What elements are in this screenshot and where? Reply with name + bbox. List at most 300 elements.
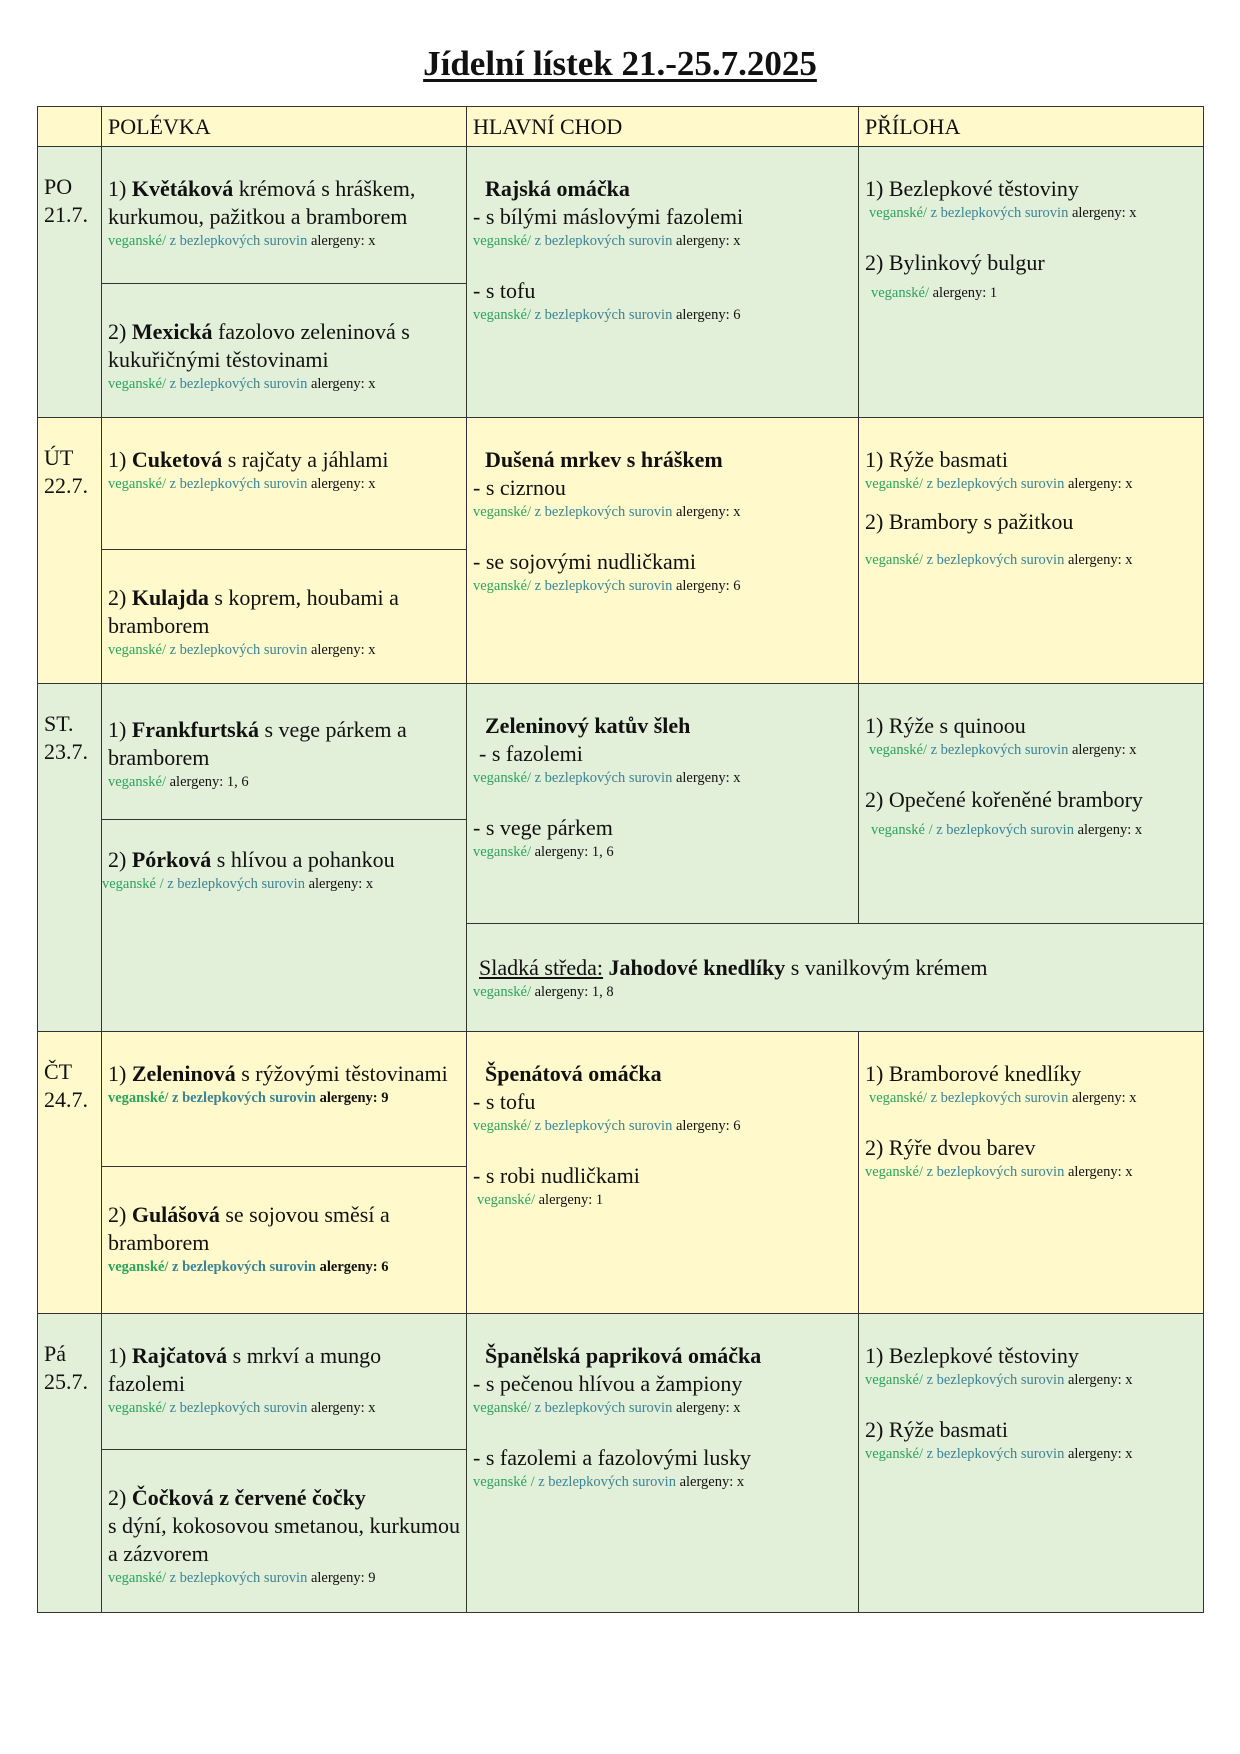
header-soup (101, 106, 467, 147)
spacer (473, 251, 852, 277)
gluten-free-tag: z bezlepkových surovin (169, 1400, 308, 1416)
gluten-free-tag: z bezlepkových surovin (534, 233, 673, 249)
day-name-text: PO (44, 174, 73, 199)
day-date (44, 738, 95, 766)
side-2-text: 2) Opečené kořeněné brambory (865, 787, 1143, 812)
soup-1-name: Cuketová (131, 447, 223, 472)
gluten-free-tag: z bezlepkových surovin (926, 1164, 1065, 1180)
soup-2-name: Kulajda (131, 585, 209, 610)
day-date-text: 23.7. (44, 739, 88, 764)
gluten-free-tag: z bezlepkových surovin (172, 1259, 316, 1275)
day-cell (37, 1313, 102, 1613)
allergens-value: x (1125, 1164, 1133, 1180)
vegan-tag: veganské/ (865, 1372, 923, 1388)
soup-2-number: 2) (108, 1202, 127, 1227)
sweet-wednesday-text (473, 954, 1197, 982)
allergens-label: alergeny: (310, 233, 365, 249)
side-2-text: 2) Rýže basmati (865, 1417, 1008, 1442)
allergens-label: alergeny: (1077, 822, 1132, 838)
allergens-value: 1, 8 (591, 984, 614, 1000)
sweet-dish-description: s vanilkovým krémem (785, 955, 988, 980)
day-date (44, 201, 95, 229)
main-option-1 (473, 1370, 852, 1398)
allergens-value: x (733, 233, 741, 249)
allergens-label: alergeny: (675, 1118, 730, 1134)
main-title-text: Dušená mrkev s hráškem (485, 447, 723, 472)
vegan-tag: veganské/ (865, 476, 923, 492)
side-2 (865, 1416, 1197, 1444)
allergens-label: alergeny: (1071, 742, 1126, 758)
main-option-1-text: - s fazolemi (479, 741, 583, 766)
side-2 (865, 249, 1197, 277)
vegan-tag: veganské/ (108, 1090, 169, 1106)
diet-tag (865, 283, 1197, 303)
vegan-tag: veganské/ (108, 774, 166, 790)
side-cell (858, 417, 1204, 684)
main-title-text: Španělská papriková omáčka (485, 1343, 762, 1368)
allergens-value: 1, 6 (226, 774, 249, 790)
side-cell (858, 683, 1204, 924)
gluten-free-tag: z bezlepkových surovin (538, 1474, 676, 1490)
main-cell (466, 683, 859, 924)
gluten-free-tag: z bezlepkových surovin (167, 876, 305, 892)
side-1 (865, 1060, 1197, 1088)
diet-tag (473, 305, 852, 325)
vegan-tag: veganské/ (108, 642, 166, 658)
day-name (44, 710, 95, 738)
diet-tag (865, 1088, 1197, 1108)
soup-cell-2 (101, 1166, 467, 1314)
vegan-tag: veganské/ (108, 1570, 166, 1586)
main-option-1 (473, 1088, 852, 1116)
vegan-tag: veganské/ (865, 1164, 923, 1180)
vegan-tag: veganské/ (473, 578, 531, 594)
vegan-tag: veganské/ (473, 1118, 531, 1134)
allergens-label: alergeny: (1067, 476, 1122, 492)
header-main (466, 106, 859, 147)
soup-1-description: krémová s hráškem, kurkumou, pažitkou a bramborem (108, 176, 416, 229)
soup-2-number: 2) (108, 847, 127, 872)
diet-tag (108, 474, 460, 494)
gluten-free-tag: z bezlepkových surovin (926, 552, 1065, 568)
vegan-tag: veganské/ (477, 1192, 535, 1208)
allergens-value: x (1134, 822, 1143, 838)
allergens-label: alergeny: (310, 1400, 365, 1416)
day-name-text: ÚT (44, 445, 74, 470)
vegan-tag: veganské/ (473, 233, 531, 249)
gluten-free-tag: z bezlepkových surovin (169, 642, 308, 658)
vegan-tag: veganské/ (473, 504, 531, 520)
diet-tag (865, 550, 1197, 570)
spacer (473, 788, 852, 814)
main-title (473, 175, 852, 203)
diet-tag (865, 740, 1197, 760)
allergens-value: x (368, 642, 376, 658)
day-name (44, 1058, 95, 1086)
soup-1-text (108, 1060, 460, 1088)
soup-cell-1 (101, 1313, 467, 1450)
diet-tag (108, 231, 460, 251)
allergens-label: alergeny: (319, 1090, 378, 1106)
side-cell (858, 1313, 1204, 1613)
main-option-2-text: - s vege párkem (473, 815, 613, 840)
vegan-tag: veganské/ (869, 205, 927, 221)
allergens-label: alergeny: (675, 233, 730, 249)
allergens-value: x (1125, 552, 1133, 568)
diet-tag (108, 1568, 460, 1588)
allergens-label: alergeny: (675, 307, 730, 323)
soup-2-description: s koprem, houbami a bramborem (108, 585, 399, 638)
allergens-label: alergeny: (169, 774, 224, 790)
day-name-text: ČT (44, 1059, 73, 1084)
side-2-text: 2) Rýře dvou barev (865, 1135, 1036, 1160)
allergens-value: x (368, 476, 376, 492)
side-cell (858, 1031, 1204, 1314)
gluten-free-tag: z bezlepkových surovin (534, 1400, 673, 1416)
gluten-free-tag: z bezlepkových surovin (930, 1090, 1069, 1106)
soup-1-description: s rýžovými těstovinami (235, 1061, 448, 1086)
allergens-value: x (1125, 1446, 1133, 1462)
soup-1-name: Rajčatová (131, 1343, 228, 1368)
diet-tag (865, 203, 1197, 223)
header-side (858, 106, 1204, 147)
vegan-tag: veganské/ (473, 844, 531, 860)
allergens-label: alergeny: (1067, 1164, 1122, 1180)
diet-tag (108, 772, 460, 792)
allergens-label: alergeny: (534, 984, 589, 1000)
soup-2-name: Mexická (131, 319, 213, 344)
soup-1-description: s vege párkem a bramborem (108, 717, 407, 770)
soup-cell-2 (101, 1449, 467, 1613)
vegan-tag: veganské/ (865, 552, 923, 568)
diet-tag (473, 1190, 852, 1210)
diet-tag (108, 640, 460, 660)
allergens-value: 1 (989, 285, 998, 301)
spacer (473, 1418, 852, 1444)
spacer (865, 1108, 1197, 1134)
main-title-text: Rajská omáčka (485, 176, 630, 201)
main-title-text: Špenátová omáčka (485, 1061, 662, 1086)
page-title: Jídelní lístek 21.-25.7.2025 (423, 44, 817, 83)
main-option-2-text: - s robi nudličkami (473, 1163, 640, 1188)
side-1-text: 1) Bramborové knedlíky (865, 1061, 1082, 1086)
soup-1-number: 1) (108, 1061, 127, 1086)
allergens-label: alergeny: (675, 770, 730, 786)
main-title (473, 446, 852, 474)
side-2 (865, 508, 1197, 536)
day-name-text: Pá (44, 1341, 66, 1366)
gluten-free-tag: z bezlepkových surovin (169, 1570, 308, 1586)
soup-2-text (108, 318, 460, 374)
allergens-value: 6 (733, 1118, 741, 1134)
soup-1-number: 1) (108, 1343, 127, 1368)
allergens-value: x (1125, 476, 1133, 492)
soup-1-description: s mrkví a mungo fazolemi (108, 1343, 382, 1396)
main-option-2 (473, 1162, 852, 1190)
gluten-free-tag: z bezlepkových surovin (930, 205, 1069, 221)
diet-tag (473, 576, 852, 596)
spacer (473, 1136, 852, 1162)
soup-2-text (108, 846, 460, 874)
allergens-value: 6 (381, 1259, 389, 1275)
soup-cell-1 (101, 683, 467, 820)
allergens-label: alergeny: (675, 578, 730, 594)
main-option-1-text: - s tofu (473, 1089, 536, 1114)
soup-1-description: s rajčaty a jáhlami (222, 447, 389, 472)
main-option-2-text: - s tofu (473, 278, 536, 303)
main-option-2-text: - s fazolemi a fazolovými lusky (473, 1445, 751, 1470)
side-1 (865, 1342, 1197, 1370)
allergens-label: alergeny: (534, 844, 589, 860)
vegan-tag: veganské/ (108, 1400, 166, 1416)
allergens-label: alergeny: (675, 504, 730, 520)
diet-tag (473, 768, 852, 788)
soup-2-text (108, 1201, 460, 1257)
main-option-2 (473, 548, 852, 576)
diet-tag (473, 231, 852, 251)
gluten-free-tag: z bezlepkových surovin (534, 1118, 673, 1134)
vegan-tag: veganské/ (473, 1400, 531, 1416)
allergens-value: x (1129, 742, 1137, 758)
header-empty (37, 106, 102, 147)
diet-tag (108, 1088, 460, 1108)
allergens-label: alergeny: (1067, 1372, 1122, 1388)
main-title (473, 712, 852, 740)
allergens-value: 1, 6 (591, 844, 614, 860)
day-date (44, 1368, 95, 1396)
day-cell (37, 683, 102, 1032)
spacer (865, 494, 1197, 508)
day-cell (37, 146, 102, 418)
allergens-label: alergeny: (310, 1570, 365, 1586)
allergens-value: x (368, 1400, 376, 1416)
soup-1-name: Květáková (131, 176, 234, 201)
allergens-value: x (368, 376, 376, 392)
soup-2-text (108, 1484, 460, 1568)
soup-1-number: 1) (108, 176, 127, 201)
side-cell (858, 146, 1204, 418)
diet-tag (473, 982, 1197, 1002)
day-date (44, 472, 95, 500)
vegan-tag: veganské/ (108, 376, 166, 392)
side-1-text: 1) Bezlepkové těstoviny (865, 176, 1079, 201)
main-title-text: Zeleninový katův šleh (485, 713, 691, 738)
soup-2-description: se sojovou směsí a bramborem (108, 1202, 390, 1255)
gluten-free-tag: z bezlepkových surovin (926, 1446, 1065, 1462)
allergens-label: alergeny: (538, 1192, 593, 1208)
spacer (865, 223, 1197, 249)
spacer (473, 522, 852, 548)
sweet-wednesday-label: Sladká středa: (479, 955, 604, 980)
soup-cell-2 (101, 549, 467, 684)
vegan-tag: veganské / (871, 822, 933, 838)
day-cell (37, 1031, 102, 1314)
day-name (44, 173, 95, 201)
diet-tag (473, 502, 852, 522)
sweet-dish-name: Jahodové knedlíky (608, 955, 786, 980)
allergens-value: 1 (595, 1192, 604, 1208)
diet-tag (865, 820, 1197, 840)
allergens-value: 6 (733, 578, 741, 594)
day-cell (37, 417, 102, 684)
soup-2-description: s hlívou a pohankou (211, 847, 395, 872)
main-option-2 (473, 1444, 852, 1472)
day-date (44, 1086, 95, 1114)
allergens-value: x (1125, 1372, 1133, 1388)
allergens-value: x (1129, 205, 1137, 221)
vegan-tag: veganské/ (473, 307, 531, 323)
gluten-free-tag: z bezlepkových surovin (936, 822, 1074, 838)
vegan-tag: veganské/ (473, 984, 531, 1000)
soup-2-description: fazolovo zeleninová s kukuřičnými těstovinami (108, 319, 410, 372)
main-option-1 (473, 740, 852, 768)
sweet-wednesday-cell (466, 923, 1204, 1032)
vegan-tag: veganské/ (869, 1090, 927, 1106)
diet-tag (108, 1398, 460, 1418)
main-option-1-text: - s cizrnou (473, 475, 566, 500)
main-option-1-text: - s pečenou hlívou a žampiony (473, 1371, 743, 1396)
allergens-value: x (736, 1474, 745, 1490)
soup-2-description: s dýní, kokosovou smetanou, kurkumou a zázvorem (108, 1513, 460, 1566)
soup-2-number: 2) (108, 319, 127, 344)
main-option-1-text: - s bílými máslovými fazolemi (473, 204, 744, 229)
soup-1-text (108, 446, 460, 474)
diet-tag (473, 1116, 852, 1136)
allergens-label: alergeny: (310, 376, 365, 392)
side-2 (865, 1134, 1197, 1162)
allergens-value: x (368, 233, 376, 249)
day-name-text: ST. (44, 711, 74, 736)
soup-1-text (108, 716, 460, 772)
gluten-free-tag: z bezlepkových surovin (926, 476, 1065, 492)
gluten-free-tag: z bezlepkových surovin (172, 1090, 316, 1106)
allergens-label: alergeny: (932, 285, 987, 301)
soup-1-number: 1) (108, 447, 127, 472)
main-cell (466, 146, 859, 418)
allergens-label: alergeny: (319, 1259, 378, 1275)
vegan-tag: veganské/ (108, 476, 166, 492)
main-option-2 (473, 814, 852, 842)
day-name (44, 1340, 95, 1368)
diet-tag (102, 874, 460, 894)
main-cell (466, 1031, 859, 1314)
side-1-text: 1) Rýže s quinoou (865, 713, 1026, 738)
gluten-free-tag: z bezlepkových surovin (930, 742, 1069, 758)
gluten-free-tag: z bezlepkových surovin (534, 504, 673, 520)
allergens-value: x (733, 770, 741, 786)
allergens-value: 9 (368, 1570, 376, 1586)
soup-cell-1 (101, 146, 467, 284)
day-date-text: 21.7. (44, 202, 88, 227)
main-option-2-text: - se sojovými nudličkami (473, 549, 697, 574)
day-date-text: 22.7. (44, 473, 88, 498)
gluten-free-tag: z bezlepkových surovin (534, 770, 673, 786)
side-2-text: 2) Bylinkový bulgur (865, 250, 1045, 275)
main-cell (466, 1313, 859, 1613)
gluten-free-tag: z bezlepkových surovin (534, 307, 673, 323)
vegan-tag: veganské/ (871, 285, 929, 301)
side-2-text: 2) Brambory s pažitkou (865, 509, 1074, 534)
soup-1-name: Frankfurtská (131, 717, 259, 742)
allergens-label: alergeny: (679, 1474, 734, 1490)
soup-cell-2 (101, 283, 467, 418)
vegan-tag: veganské/ (869, 742, 927, 758)
main-cell (466, 417, 859, 684)
allergens-label: alergeny: (675, 1400, 730, 1416)
main-option-2 (473, 277, 852, 305)
allergens-label: alergeny: (310, 476, 365, 492)
soup-2-name: Gulášová (131, 1202, 220, 1227)
soup-cell-1 (101, 1031, 467, 1167)
header-side-label: PŘÍLOHA (865, 114, 961, 139)
allergens-label: alergeny: (1071, 1090, 1126, 1106)
day-name (44, 444, 95, 472)
side-1-text: 1) Bezlepkové těstoviny (865, 1343, 1079, 1368)
vegan-tag: veganské/ (108, 1259, 169, 1275)
header-soup-label: POLÉVKA (108, 114, 211, 139)
vegan-tag: veganské / (473, 1474, 535, 1490)
soup-1-number: 1) (108, 717, 127, 742)
main-title (473, 1060, 852, 1088)
main-option-1 (473, 203, 852, 231)
diet-tag (865, 1444, 1197, 1464)
allergens-label: alergeny: (308, 876, 363, 892)
soup-1-text (108, 1342, 460, 1398)
vegan-tag: veganské / (102, 876, 164, 892)
side-1-text: 1) Rýže basmati (865, 447, 1008, 472)
diet-tag (108, 374, 460, 394)
diet-tag (473, 1472, 852, 1492)
allergens-value: x (365, 876, 374, 892)
soup-2-name: Pórková (131, 847, 212, 872)
main-title (473, 1342, 852, 1370)
soup-1-text (108, 175, 460, 231)
vegan-tag: veganské/ (473, 770, 531, 786)
side-1 (865, 175, 1197, 203)
diet-tag (865, 474, 1197, 494)
soup-2-number: 2) (108, 1485, 127, 1510)
allergens-value: x (1129, 1090, 1137, 1106)
soup-2-description-line (108, 1512, 460, 1568)
side-1 (865, 712, 1197, 740)
diet-tag (865, 1370, 1197, 1390)
diet-tag (865, 1162, 1197, 1182)
soup-cell-2 (101, 819, 467, 1032)
gluten-free-tag: z bezlepkových surovin (169, 476, 308, 492)
allergens-value: x (733, 1400, 741, 1416)
side-1 (865, 446, 1197, 474)
header-main-label: HLAVNÍ CHOD (473, 114, 623, 139)
side-2 (865, 786, 1197, 814)
gluten-free-tag: z bezlepkových surovin (169, 376, 308, 392)
soup-2-name: Čočková z červené čočky (131, 1485, 366, 1510)
allergens-label: alergeny: (1071, 205, 1126, 221)
spacer (865, 536, 1197, 550)
gluten-free-tag: z bezlepkových surovin (926, 1372, 1065, 1388)
vegan-tag: veganské/ (865, 1446, 923, 1462)
diet-tag (108, 1257, 460, 1277)
diet-tag (473, 1398, 852, 1418)
diet-tag (473, 842, 852, 862)
allergens-value: 9 (381, 1090, 389, 1106)
day-date-text: 24.7. (44, 1087, 88, 1112)
vegan-tag: veganské/ (108, 233, 166, 249)
spacer (865, 1390, 1197, 1416)
soup-1-name: Zeleninová (131, 1061, 236, 1086)
spacer (865, 760, 1197, 786)
soup-cell-1 (101, 417, 467, 550)
allergens-label: alergeny: (1067, 552, 1122, 568)
